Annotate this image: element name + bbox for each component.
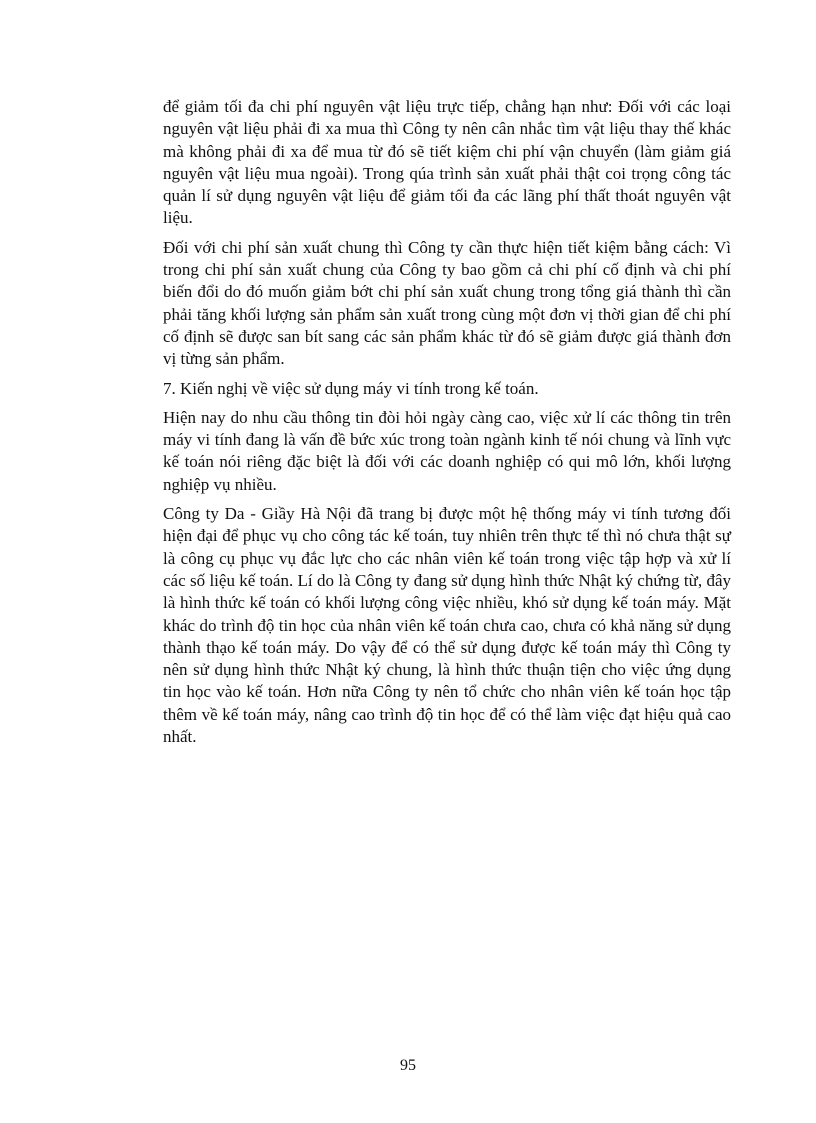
paragraph-information-demand: Hiện nay do nhu cầu thông tin đòi hỏi ngày càng cao, việc xử lí các thông tin trên máy vi tính đang là vấn đề bức xúc trong toàn ngành kinh tế nói chung và lĩnh vực kế toán nói riêng đặc biệt là đối với các doanh nghiệp có qui mô lớn, khối lượng nghiệp vụ nhiều. bbox=[163, 407, 731, 494]
paragraph-raw-material-cost: để giảm tối đa chi phí nguyên vật liệu trực tiếp, chẳng hạn như: Đối với các loại nguyên vật liệu phải đi xa mua thì Công ty nên cân nhắc tìm vật liệu thay thế khác mà không phải đi xa để mua từ đó sẽ tiết kiệm chi phí vận chuyển (làm giảm giá nguyên vật liệu mua ngoài). Trong qúa trình sản xuất phải thật coi trọng công tác quản lí sử dụng nguyên vật liệu để giảm tối đa các lãng phí thất thoát nguyên vật liệu. bbox=[163, 97, 731, 228]
section-heading-computer-use: 7. Kiến nghị về việc sử dụng máy vi tính trong kế toán. bbox=[163, 378, 539, 398]
paragraph-company-computer-system: Công ty Da - Giầy Hà Nội đã trang bị được một hệ thống máy vi tính tương đối hiện đại để phục vụ cho công tác kế toán, tuy nhiên trên thực tế thì nó chưa thật sự là công cụ phục vụ đắc lực cho các nhân viên kế toán trong việc tập hợp và xử lí các số liệu kế toán. Lí do là Công ty đang sử dụng hình thức Nhật ký chứng từ, đây là hình thức kế toán có khối lượng công việc nhiều, khó sử dụng kế toán máy. Mặt khác do trình độ tin học của nhân viên kế toán chưa cao, chưa có khả năng sử dụng thành thạo kế toán máy. Do vậy để có thể sử dụng được kế toán máy thì Công ty nên sử dụng hình thức Nhật ký chung, là hình thức thuận tiện cho việc ứng dụng tin học vào kế toán. Hơn nữa Công ty nên tổ chức cho nhân viên kế toán học tập thêm về kế toán máy, nâng cao trình độ tin học để có thể làm việc đạt hiệu quả cao nhất. bbox=[163, 504, 731, 747]
page-number: 95 bbox=[400, 1057, 416, 1074]
page-body bbox=[163, 96, 731, 755]
paragraph-general-production-cost: Đối với chi phí sản xuất chung thì Công ty cần thực hiện tiết kiệm bằng cách: Vì trong chi phí sản xuất chung của Công ty bao gồm cả chi phí cố định và chi phí biến đổi do đó muốn giảm bớt chi phí sản xuất chung trong tổng giá thành thì cần phải tăng khối lượng sản phẩm sản xuất trong cùng một đơn vị thời gian để chi phí cố định sẽ được san bít sang các sản phẩm khác từ đó sẽ giảm được giá thành đơn vị từng sản phẩm. bbox=[163, 237, 731, 369]
